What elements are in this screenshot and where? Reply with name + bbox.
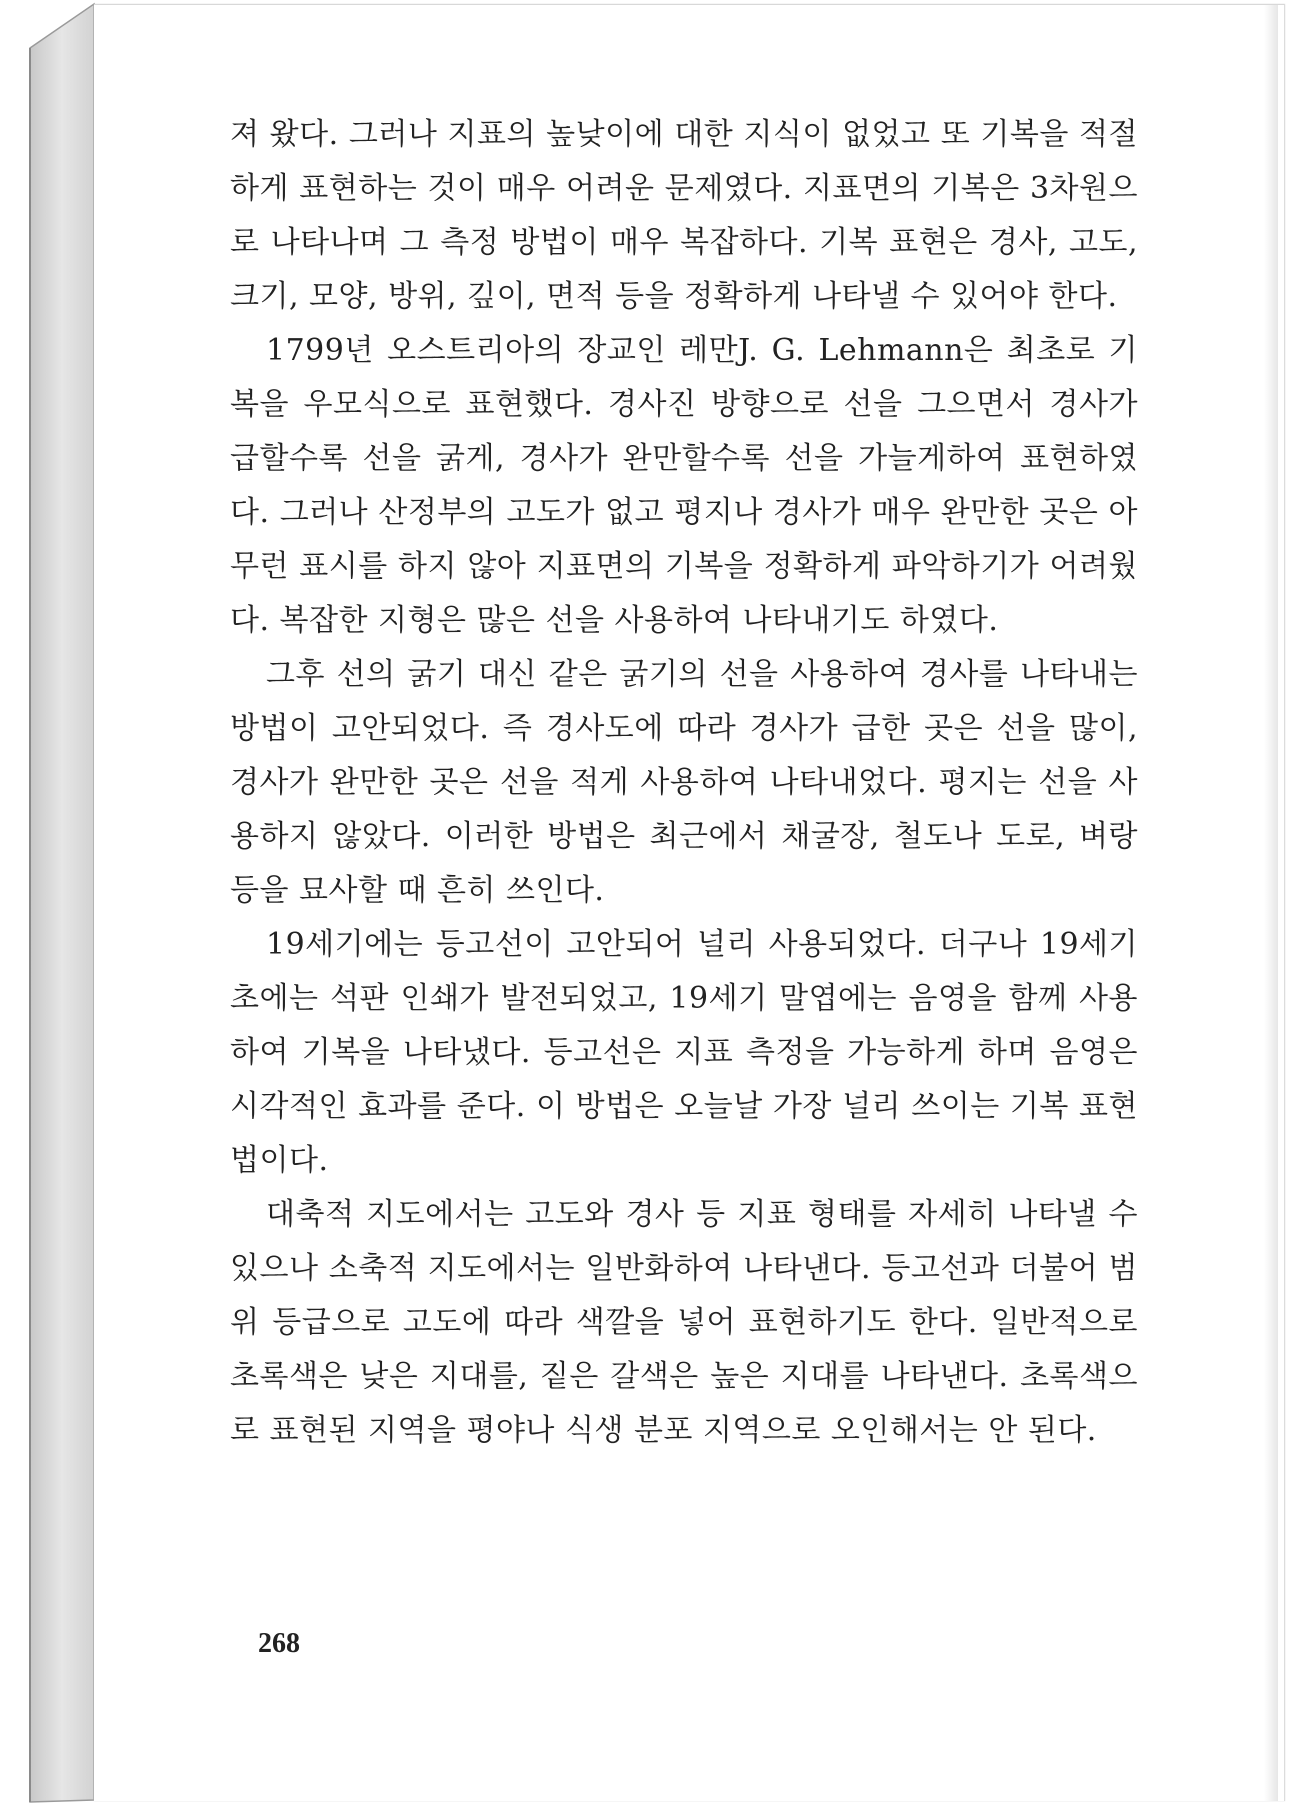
paragraph-2: 1799년 오스트리아의 장교인 레만J. G. Lehmann은 최초로 기복을 우모식으로 표현했다. 경사진 방향으로 선을 그으면서 경사가 급할수록 선을 굵게, 경사가 완만할수록 선을 가늘게하여 표현하였다. 그러나 산정부의 고도가 없고 평지나 경사가 매우 완만한 곳은 아무런 표시를 하지 않아 지표면의 기복을 정확하게 파악하기가 어려웠다. 복잡한 지형은 많은 선을 사용하여 나타내기도 하였다.	[230, 333, 1138, 638]
paragraph-3: 그후 선의 굵기 대신 같은 굵기의 선을 사용하여 경사를 나타내는 방법이 고안되었다. 즉 경사도에 따라 경사가 급한 곳은 선을 많이, 경사가 완만한 곳은 선을 적게 사용하여 나타내었다. 평지는 선을 사용하지 않았다. 이러한 방법은 최근에서 채굴장, 철도나 도로, 벼랑 등을 묘사할 때 흔히 쓰인다.	[230, 657, 1138, 908]
paragraph-4: 19세기에는 등고선이 고안되어 널리 사용되었다. 더구나 19세기 초에는 석판 인쇄가 발전되었고, 19세기 말엽에는 음영을 함께 사용하여 기복을 나타냈다. 등고선은 지표 측정을 가능하게 하며 음영은 시각적인 효과를 준다. 이 방법은 오늘날 가장 널리 쓰이는 기복 표현법이다.	[230, 927, 1138, 1178]
paragraph-1: 져 왔다. 그러나 지표의 높낮이에 대한 지식이 없었고 또 기복을 적절하게 표현하는 것이 매우 어려운 문제였다. 지표면의 기복은 3차원으로 나타나며 그 측정 방법이 매우 복잡하다. 기복 표현은 경사, 고도, 크기, 모양, 방위, 깊이, 면적 등을 정확하게 나타낼 수 있어야 한다.	[230, 117, 1138, 314]
paragraph-5: 대축적 지도에서는 고도와 경사 등 지표 형태를 자세히 나타낼 수 있으나 소축적 지도에서는 일반화하여 나타낸다. 등고선과 더불어 범위 등급으로 고도에 따라 색깔을 넣어 표현하기도 한다. 일반적으로 초록색은 낮은 지대를, 짙은 갈색은 높은 지대를 나타낸다. 초록색으로 표현된 지역을 평야나 식생 분포 지역으로 오인해서는 안 된다.	[230, 1197, 1138, 1448]
body-text	[230, 108, 1138, 1458]
page-number: 268	[258, 1628, 300, 1659]
page-edge-shadow	[1264, 5, 1278, 1801]
